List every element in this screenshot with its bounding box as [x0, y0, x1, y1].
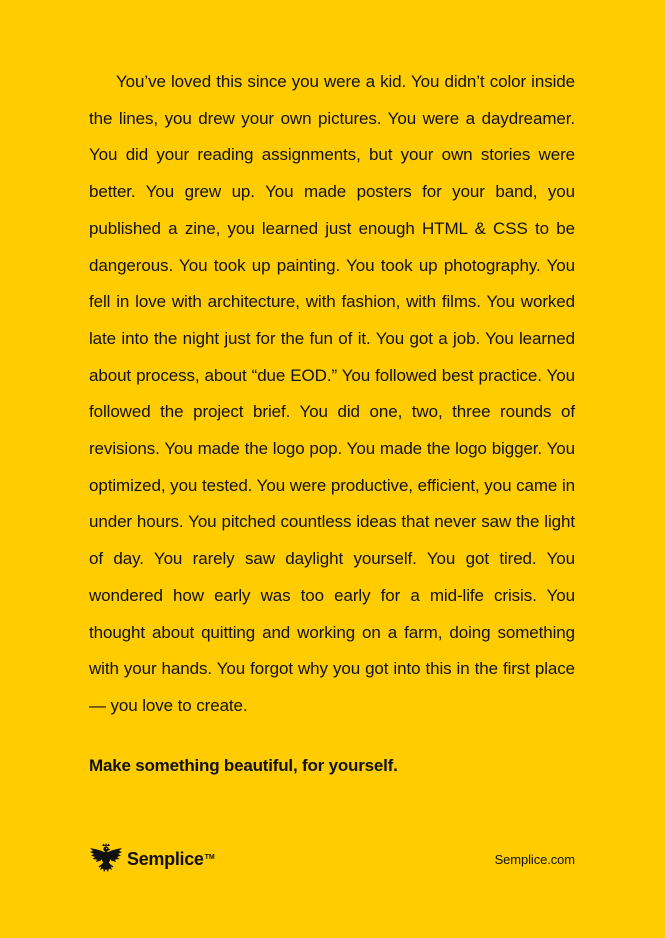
- brand-logo-lockup: [89, 842, 215, 876]
- manifesto-paragraph: You’ve loved this since you were a kid. You didn’t color inside the lines, you drew your own pictures. You were a daydreamer. You did your reading assignments, but your own stories were better. You grew up. You made posters for your band, you published a zine, you learned just enough HTML & CSS to be dangerous. You took up painting. You took up photography. You fell in love with architecture, with fashion, with films. You worked late into the night just for the fun of it. You got a job. You learned about process, about “due EOD.” You followed best practice. You followed the project brief. You did one, two, three rounds of revisions. You made the logo pop. You made the logo bigger. You optimized, you tested. You were productive, efficient, you came in under hours. You pitched countless ideas that never saw the light of day. You rarely saw daylight yourself. You got tired. You wondered how early was too early for a mid-life crisis. You thought about quitting and working on a farm, doing something with your hands. You forgot why you got into this in the first place — you love to create.: [89, 72, 575, 715]
- manifesto-body: [89, 64, 575, 725]
- footer: [89, 842, 575, 876]
- website-link[interactable]: Semplice.com: [494, 852, 575, 867]
- trademark-symbol: TM: [204, 853, 215, 861]
- brand-name: Semplice: [127, 848, 204, 869]
- eagle-icon: [89, 843, 123, 875]
- tagline: Make something beautiful, for yourself.: [89, 756, 398, 775]
